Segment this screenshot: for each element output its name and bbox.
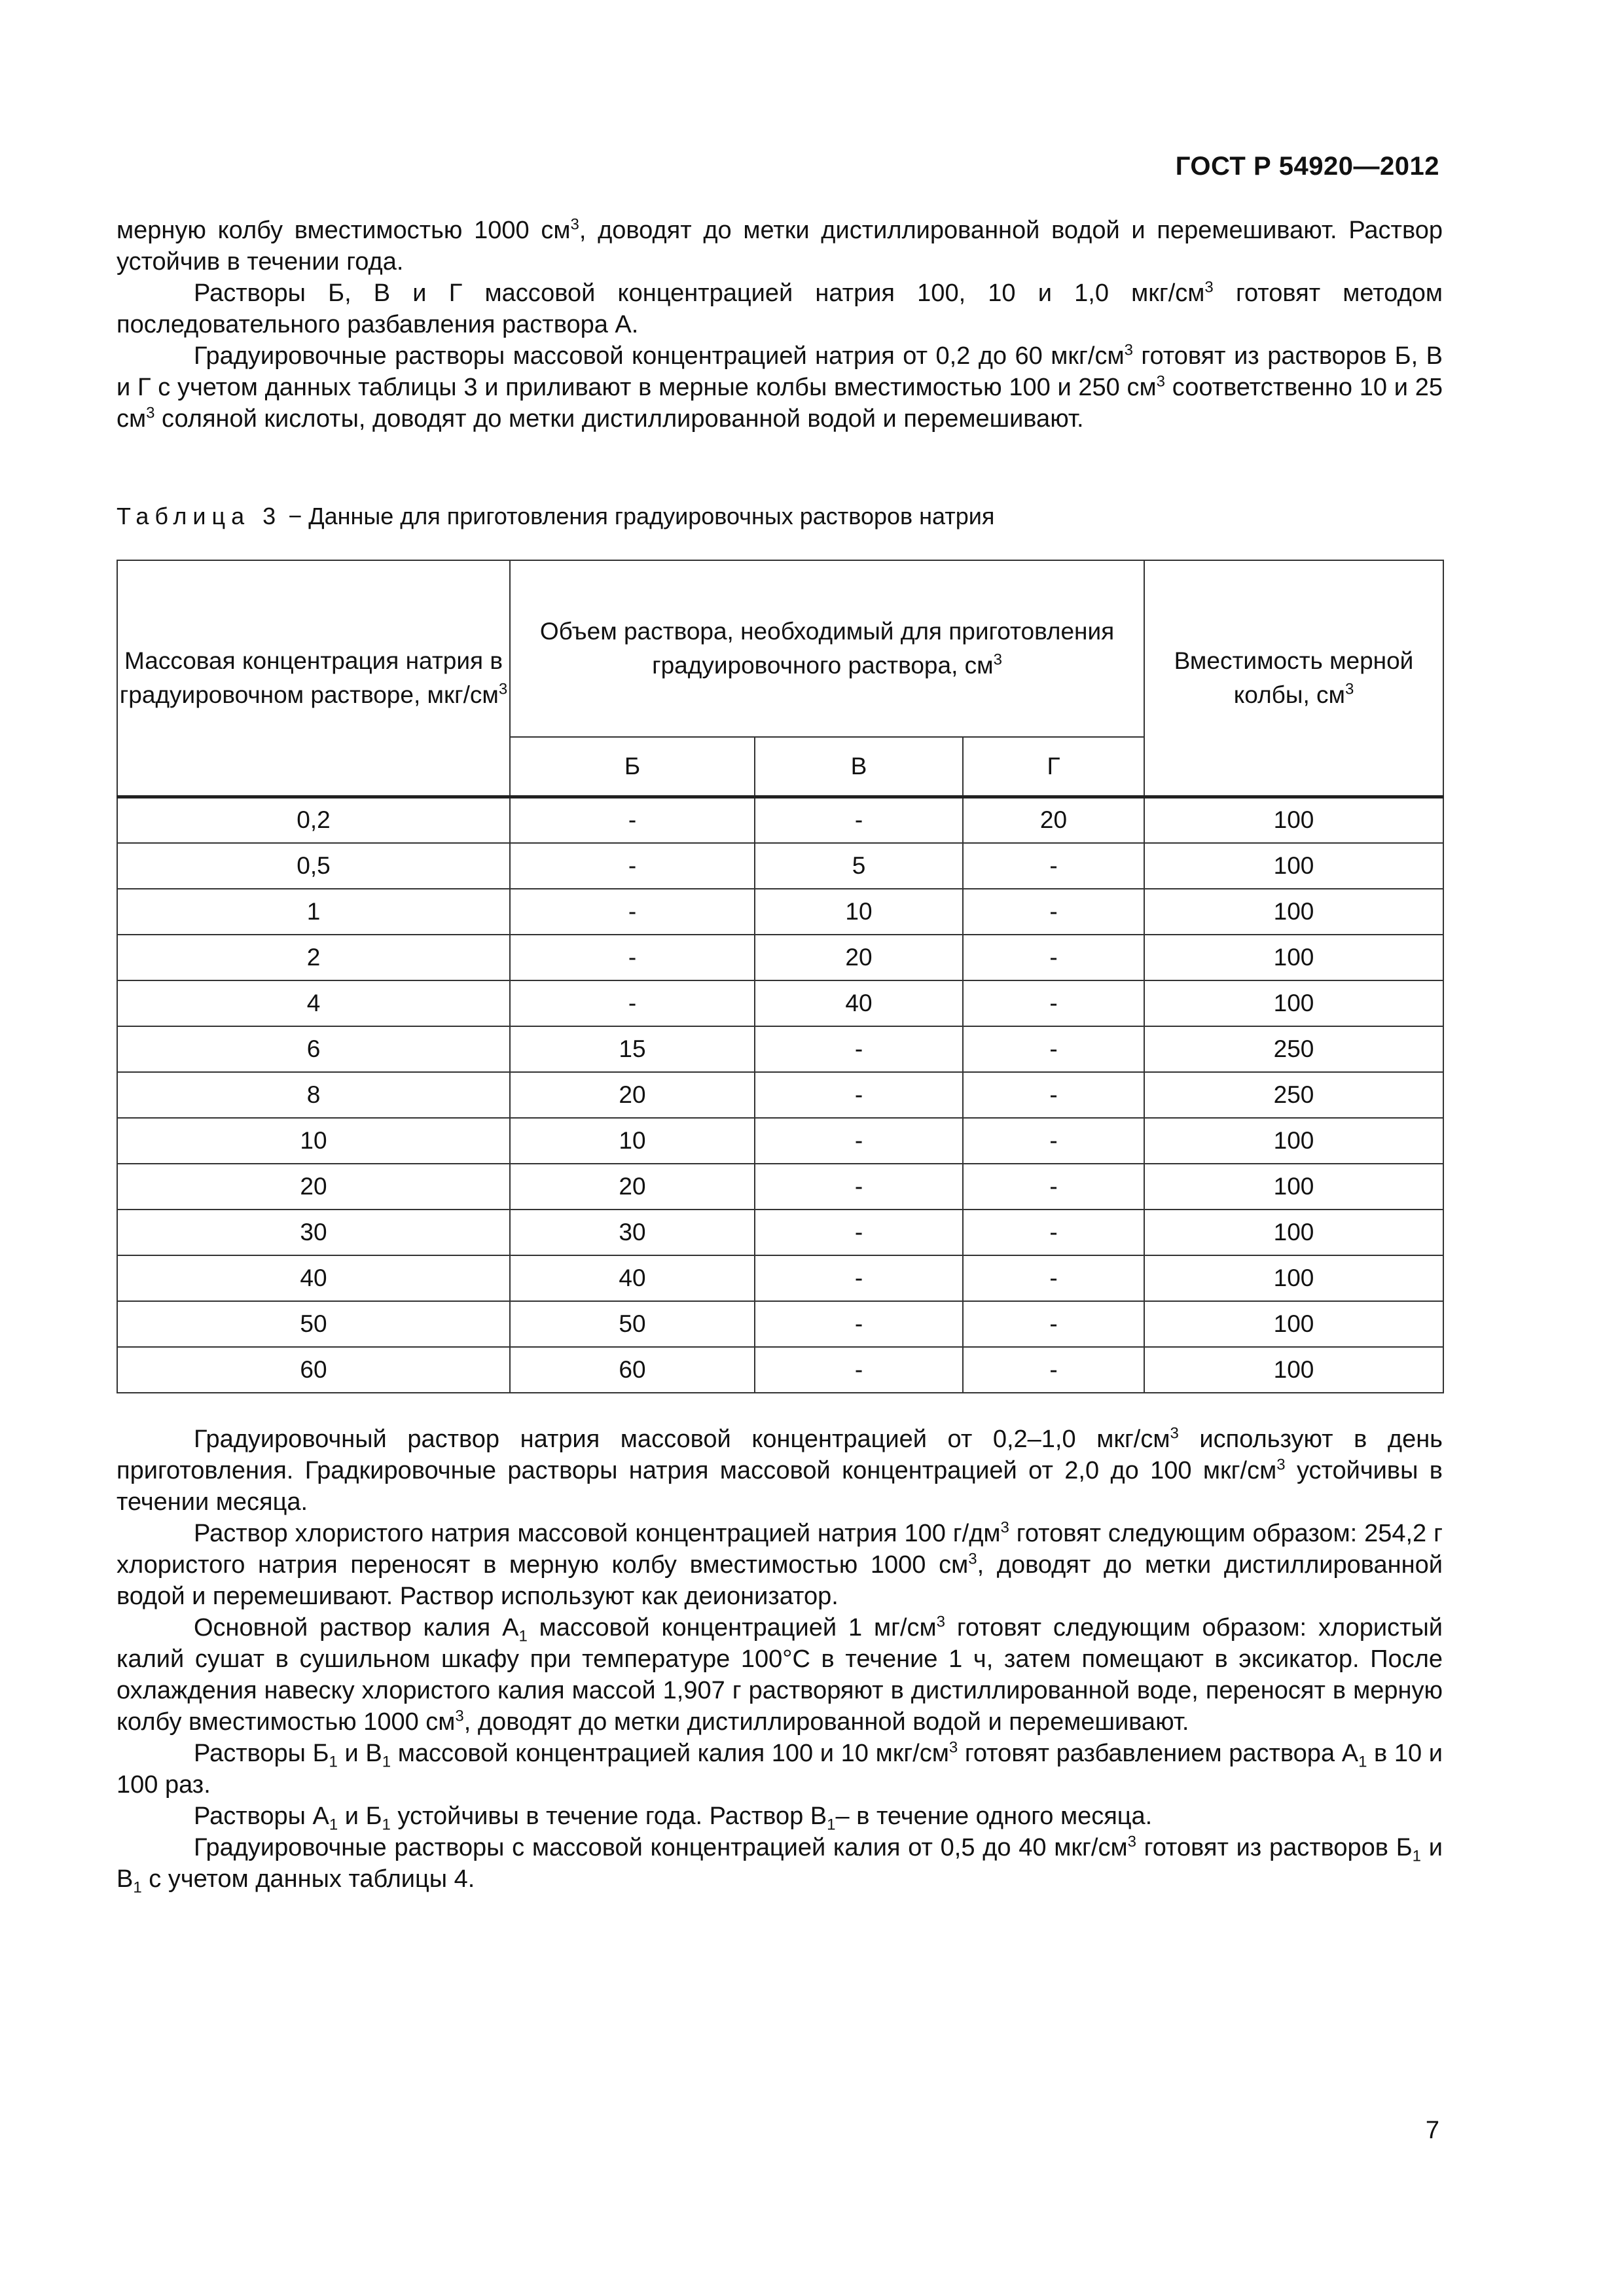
table-row <box>117 1026 1443 1072</box>
text-run: готовят следующим образом: 254,2 г хлористого натрия переносят в мерную колбу вместимостью 1000 см <box>117 1520 1443 1579</box>
paragraph <box>117 1801 1443 1832</box>
superscript: 3 <box>948 1738 958 1757</box>
superscript: 3 <box>1124 341 1133 359</box>
table-cell: 40 <box>117 1255 510 1301</box>
table-cell: 50 <box>117 1301 510 1347</box>
table-cell: 100 <box>1144 889 1443 935</box>
table-cell: - <box>963 1255 1144 1301</box>
superscript: 3 <box>1204 278 1214 296</box>
subheader-g: Г <box>963 737 1144 797</box>
table-cell: 10 <box>755 889 963 935</box>
header-concentration: Массовая концентрация натрия в градуировочном растворе, мкг/$см^3$ <box>117 560 510 797</box>
text-run: массовой концентрацией калия 100 и 10 мкг/см <box>391 1740 949 1767</box>
subscript: 1 <box>329 1816 338 1834</box>
table-cell: - <box>963 1118 1144 1164</box>
table-cell: - <box>755 1347 963 1393</box>
table-row <box>117 1255 1443 1301</box>
table-cell: 250 <box>1144 1072 1443 1118</box>
table-3 <box>117 560 1444 1393</box>
table-cell: 1 <box>117 889 510 935</box>
superscript: 3 <box>1127 1833 1136 1851</box>
table-cell: - <box>755 1255 963 1301</box>
text-run: Раствор хлористого натрия массовой концентрацией натрия 100 г/дм <box>194 1520 1001 1547</box>
table-cell: 10 <box>510 1118 755 1164</box>
table-cell: 20 <box>510 1072 755 1118</box>
table-cell: - <box>963 1347 1144 1393</box>
table-cell: 20 <box>117 1164 510 1210</box>
table-row <box>117 1072 1443 1118</box>
text-block-bottom <box>117 1424 1443 1895</box>
text-block-top <box>117 215 1443 435</box>
table-cell: 100 <box>1144 980 1443 1026</box>
subscript: 1 <box>382 1816 391 1834</box>
subscript: 1 <box>133 1878 142 1897</box>
subscript: 1 <box>1412 1847 1422 1865</box>
table-cell: - <box>510 843 755 889</box>
text-run: соляной кислоты, доводят до метки дистиллированной водой и перемешивают. <box>154 405 1084 433</box>
text-run: устойчивы в течение года. Раствор В <box>390 1803 827 1830</box>
subheader-b: Б <box>510 737 755 797</box>
table-cell: 20 <box>963 797 1144 843</box>
superscript: 3 <box>455 1707 464 1725</box>
table-cell: 30 <box>510 1210 755 1255</box>
table-cell: 100 <box>1144 935 1443 980</box>
paragraph <box>117 1738 1443 1801</box>
table-cell: - <box>755 1164 963 1210</box>
superscript: 3 <box>936 1613 946 1631</box>
table-caption-prefix: Таблица 3 <box>117 503 282 529</box>
paragraph <box>117 1832 1443 1895</box>
table-cell: 100 <box>1144 1210 1443 1255</box>
text-run: готовят методом последовательного разбавления раствора А. <box>117 279 1443 338</box>
table-caption-text: − Данные для приготовления градуировочных растворов натрия <box>281 503 995 529</box>
table-cell: 100 <box>1144 1347 1443 1393</box>
table-cell: - <box>963 1210 1144 1255</box>
text-run: и В <box>117 1834 1443 1893</box>
table-cell: - <box>963 1072 1144 1118</box>
text-run: Градуировочные растворы с массовой концентрацией калия от 0,5 до 40 мкг/см <box>194 1834 1128 1861</box>
table-cell: 100 <box>1144 797 1443 843</box>
text-run: устойчивы в течении месяца. <box>117 1457 1443 1516</box>
subscript: 1 <box>1358 1753 1367 1771</box>
table-cell: 250 <box>1144 1026 1443 1072</box>
table-cell: 40 <box>755 980 963 1026</box>
table-cell: - <box>755 1301 963 1347</box>
table-cell: 30 <box>117 1210 510 1255</box>
text-run: готовят из растворов Б <box>1136 1834 1413 1861</box>
table-row <box>117 1210 1443 1255</box>
table-cell: - <box>510 889 755 935</box>
table-cell: - <box>755 1026 963 1072</box>
page-number: 7 <box>1425 2117 1439 2144</box>
text-run: и В <box>337 1740 382 1767</box>
table-cell: 100 <box>1144 1301 1443 1347</box>
text-run: и Б <box>338 1803 382 1830</box>
text-run: Растворы А <box>194 1803 329 1830</box>
table-cell: - <box>755 797 963 843</box>
paragraph <box>117 1612 1443 1738</box>
text-run: , доводят до метки дистиллированной водой и перемешивают. <box>463 1708 1189 1736</box>
table-cell: - <box>963 1301 1144 1347</box>
table-cell: 4 <box>117 980 510 1026</box>
subscript: 1 <box>518 1627 528 1645</box>
table-row <box>117 1301 1443 1347</box>
table-cell: 5 <box>755 843 963 889</box>
paragraph <box>117 1424 1443 1518</box>
text-run: готовят следующим образом: хлористый калий сушат в сушильном шкафу при температуре 100°С в течение 1 ч, затем помещают в эксикатор. После охлаждения навеску хлористого калия массой 1,907 г растворяют в дистиллированной воде, переносят в мерную колбу вместимостью 1000 см <box>117 1614 1443 1736</box>
table-cell: 8 <box>117 1072 510 1118</box>
table-row <box>117 797 1443 843</box>
table-cell: 40 <box>510 1255 755 1301</box>
subscript: 1 <box>382 1753 391 1771</box>
table-row <box>117 1164 1443 1210</box>
text-run: , доводят до метки дистиллированной водой и перемешивают. Раствор устойчив в течении года. <box>117 217 1443 276</box>
table-cell: - <box>963 980 1144 1026</box>
table-cell: 20 <box>755 935 963 980</box>
superscript: 3 <box>570 215 579 234</box>
table-cell: - <box>963 1164 1144 1210</box>
text-run: массовой концентрацией 1 мг/см <box>527 1614 937 1641</box>
superscript: 3 <box>146 404 155 422</box>
header-flask-capacity: Вместимость мерной колбы, $см^3$ <box>1144 560 1443 797</box>
table-caption <box>117 503 994 530</box>
table-row <box>117 1118 1443 1164</box>
text-run: соответственно 10 и 25 см <box>117 374 1443 433</box>
text-run: готовят из растворов Б, В и Г с учетом данных таблицы 3 и приливают в мерные колбы вместимостью 100 и 250 см <box>117 342 1443 401</box>
table-cell: - <box>510 980 755 1026</box>
table-cell: - <box>963 843 1144 889</box>
superscript: 3 <box>1170 1424 1179 1443</box>
text-run: – в течение одного месяца. <box>835 1803 1153 1830</box>
text-run: Градуировочный раствор натрия массовой концентрацией от 0,2–1,0 мкг/см <box>194 1426 1170 1453</box>
text-run: в 10 и 100 раз. <box>117 1740 1443 1799</box>
superscript: 3 <box>1156 372 1166 391</box>
table-cell: 0,5 <box>117 843 510 889</box>
subscript: 1 <box>827 1816 836 1834</box>
table-cell: - <box>755 1072 963 1118</box>
superscript: 3 <box>968 1550 977 1568</box>
text-run: Растворы Б, В и Г массовой концентрацией натрия 100, 10 и 1,0 мкг/см <box>194 279 1205 307</box>
table-cell: - <box>963 935 1144 980</box>
text-run: используют в день приготовления. Градкировочные растворы натрия массовой концентрацией от 2,0 до 100 мкг/см <box>117 1426 1443 1484</box>
document-id-header: ГОСТ Р 54920—2012 <box>1175 152 1439 181</box>
table-cell: 10 <box>117 1118 510 1164</box>
table-cell: 15 <box>510 1026 755 1072</box>
subheader-v: В <box>755 737 963 797</box>
table-cell: - <box>755 1118 963 1164</box>
text-run: готовят разбавлением раствора А <box>958 1740 1359 1767</box>
header-volume-group: Объем раствора, необходимый для приготовления градуировочного раствора, $см^3$ <box>510 560 1144 737</box>
paragraph <box>117 1518 1443 1612</box>
text-run: , доводят до метки дистиллированной водой и перемешивают. Раствор используют как деионизатор. <box>117 1551 1443 1610</box>
table-cell: - <box>510 935 755 980</box>
table-cell: - <box>755 1210 963 1255</box>
table-cell: 100 <box>1144 843 1443 889</box>
text-run: Градуировочные растворы массовой концентрацией натрия от 0,2 до 60 мкг/см <box>194 342 1125 370</box>
table-body <box>117 797 1443 1393</box>
table-row <box>117 980 1443 1026</box>
table-row <box>117 843 1443 889</box>
table-row <box>117 889 1443 935</box>
table-cell: 0,2 <box>117 797 510 843</box>
table-cell: 100 <box>1144 1164 1443 1210</box>
table-cell: 60 <box>117 1347 510 1393</box>
text-run: мерную колбу вместимостью 1000 см <box>117 217 571 244</box>
superscript: 3 <box>1000 1518 1009 1537</box>
table-cell: 50 <box>510 1301 755 1347</box>
table-row <box>117 1347 1443 1393</box>
subscript: 1 <box>329 1753 338 1771</box>
table-cell: 60 <box>510 1347 755 1393</box>
table-cell: 100 <box>1144 1255 1443 1301</box>
table-cell: - <box>963 1026 1144 1072</box>
table-cell: 6 <box>117 1026 510 1072</box>
text-run: с учетом данных таблицы 4. <box>141 1865 475 1893</box>
paragraph <box>117 278 1443 340</box>
table-cell: 20 <box>510 1164 755 1210</box>
text-run: Растворы Б <box>194 1740 329 1767</box>
table-cell: - <box>510 797 755 843</box>
paragraph <box>117 215 1443 278</box>
table-row <box>117 935 1443 980</box>
superscript: 3 <box>1276 1456 1286 1474</box>
table-cell: 100 <box>1144 1118 1443 1164</box>
text-run: Основной раствор калия А <box>194 1614 519 1641</box>
table-cell: 2 <box>117 935 510 980</box>
table-cell: - <box>963 889 1144 935</box>
paragraph <box>117 340 1443 435</box>
